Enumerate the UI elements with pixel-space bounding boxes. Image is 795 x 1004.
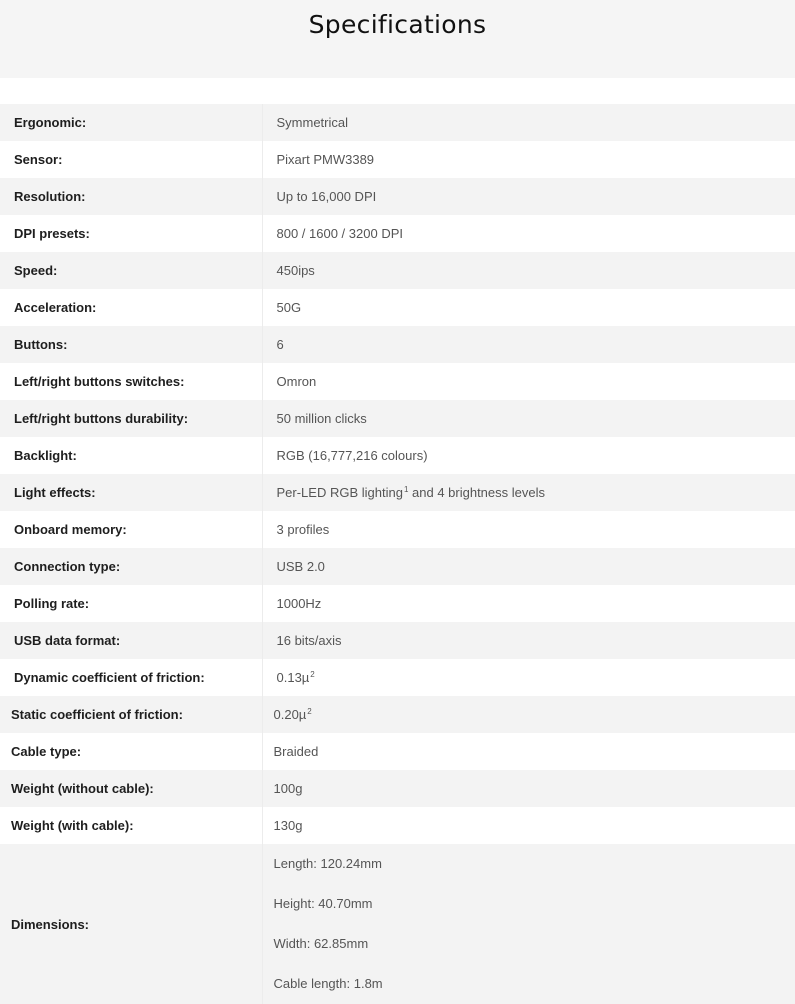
spec-row-dimensions <box>0 844 795 1004</box>
spec-row-connection-type <box>0 548 795 585</box>
spec-row-buttons <box>0 326 795 363</box>
dimension-width: Width: 62.85mm <box>274 924 795 964</box>
spec-row-onboard-memory <box>0 511 795 548</box>
spec-value: 3 profiles <box>262 511 795 548</box>
spec-label: Dimensions: <box>0 844 262 1004</box>
footnote-marker: 1 <box>404 485 408 494</box>
spec-row-sensor <box>0 141 795 178</box>
spec-label: Polling rate: <box>0 585 262 622</box>
spec-label: Acceleration: <box>0 289 262 326</box>
spec-row-speed <box>0 252 795 289</box>
spec-label: Weight (with cable): <box>0 807 262 844</box>
spec-row-backlight <box>0 437 795 474</box>
spec-value-text: 0.13µ <box>277 670 310 685</box>
footnote-marker: 2 <box>310 670 314 679</box>
spec-value: USB 2.0 <box>262 548 795 585</box>
spec-row-dynamic-friction <box>0 659 795 696</box>
dimension-height: Height: 40.70mm <box>274 884 795 924</box>
spec-row-acceleration <box>0 289 795 326</box>
spec-value: Braided <box>262 733 795 770</box>
spec-value: 6 <box>262 326 795 363</box>
dimension-length: Length: 120.24mm <box>274 844 795 884</box>
specs-table <box>0 104 795 1004</box>
spec-value <box>262 696 795 733</box>
spec-label: USB data format: <box>0 622 262 659</box>
spacer <box>0 78 795 104</box>
spec-value: 16 bits/axis <box>262 622 795 659</box>
spec-value: Up to 16,000 DPI <box>262 178 795 215</box>
spec-row-weight-without-cable <box>0 770 795 807</box>
spec-row-dpi-presets <box>0 215 795 252</box>
spec-value: 50 million clicks <box>262 400 795 437</box>
spec-label: Resolution: <box>0 178 262 215</box>
spec-row-switches <box>0 363 795 400</box>
spec-value <box>262 474 795 511</box>
spec-label: Static coefficient of friction: <box>0 696 262 733</box>
spec-label: Speed: <box>0 252 262 289</box>
spec-value <box>262 659 795 696</box>
spec-row-weight-with-cable <box>0 807 795 844</box>
spec-value: 1000Hz <box>262 585 795 622</box>
spec-value-text: and 4 brightness levels <box>408 485 545 500</box>
spec-value-text: Per-LED RGB lighting <box>277 485 403 500</box>
spec-label: Cable type: <box>0 733 262 770</box>
spec-value: 50G <box>262 289 795 326</box>
spec-label: Onboard memory: <box>0 511 262 548</box>
spec-row-ergonomic <box>0 104 795 141</box>
spec-value: RGB (16,777,216 colours) <box>262 437 795 474</box>
spec-value: 800 / 1600 / 3200 DPI <box>262 215 795 252</box>
spec-row-durability <box>0 400 795 437</box>
footnote-marker: 2 <box>307 707 311 716</box>
spec-row-static-friction <box>0 696 795 733</box>
spec-label: Ergonomic: <box>0 104 262 141</box>
spec-value: 130g <box>262 807 795 844</box>
spec-row-cable-type <box>0 733 795 770</box>
spec-label: DPI presets: <box>0 215 262 252</box>
spec-label: Weight (without cable): <box>0 770 262 807</box>
spec-label: Light effects: <box>0 474 262 511</box>
spec-value: Pixart PMW3389 <box>262 141 795 178</box>
spec-row-resolution <box>0 178 795 215</box>
page-header <box>0 0 795 78</box>
spec-value-text: 0.20µ <box>274 707 307 722</box>
spec-label: Dynamic coefficient of friction: <box>0 659 262 696</box>
spec-label: Connection type: <box>0 548 262 585</box>
spec-value: 450ips <box>262 252 795 289</box>
spec-label: Sensor: <box>0 141 262 178</box>
spec-value <box>262 844 795 1004</box>
spec-label: Buttons: <box>0 326 262 363</box>
page-title: Specifications <box>309 10 487 39</box>
spec-row-light-effects <box>0 474 795 511</box>
spec-row-usb-data-format <box>0 622 795 659</box>
dimension-cable-length: Cable length: 1.8m <box>274 964 795 1004</box>
spec-label: Backlight: <box>0 437 262 474</box>
spec-value: Omron <box>262 363 795 400</box>
spec-value: 100g <box>262 770 795 807</box>
spec-value: Symmetrical <box>262 104 795 141</box>
spec-label: Left/right buttons switches: <box>0 363 262 400</box>
spec-row-polling-rate <box>0 585 795 622</box>
spec-label: Left/right buttons durability: <box>0 400 262 437</box>
